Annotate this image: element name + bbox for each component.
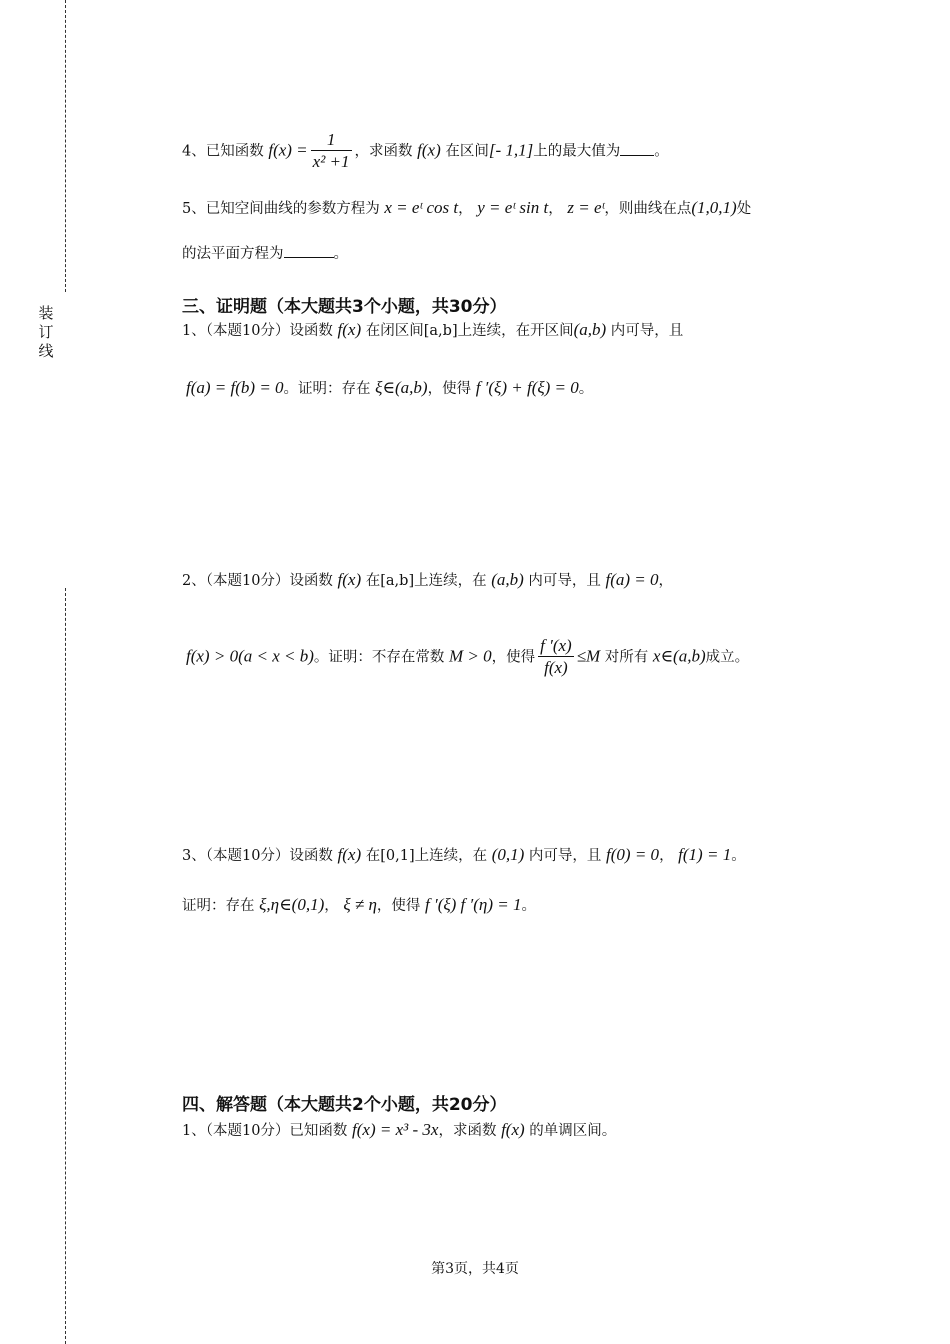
proof-question-3 [182, 843, 746, 868]
p2-interval: (a,b) [491, 570, 524, 589]
q4-function: f(x) [417, 140, 441, 160]
p2-domain: x∈(a,b) [652, 646, 706, 666]
binding-dashed-line-top [65, 0, 66, 292]
p1-text-end: 。 [578, 381, 594, 397]
p1-text: ，使得 [427, 381, 472, 397]
a1-equation: f(x) = x³ - 3x [352, 1120, 439, 1139]
p3-text: 证明：存在 [182, 898, 255, 914]
a1-text: ，求函数 [438, 1123, 497, 1139]
page-footer: 第3页，共4页 [431, 1261, 519, 1277]
q4-text-end: 。 [654, 143, 669, 160]
p2-constant: M > 0 [448, 646, 492, 666]
p3-condition-2: f(1) = 1 [678, 845, 732, 864]
fill-in-question-5-line-2 [182, 242, 348, 266]
p2-bound: ≤M [576, 646, 601, 666]
p3-separator: ， [659, 848, 674, 864]
a1-text: 的单调区间。 [529, 1123, 617, 1139]
q5-point: (1,0,1) [691, 198, 737, 217]
p2-function: f(x) [337, 570, 362, 589]
p2-condition: f(a) = 0 [605, 570, 659, 589]
q4-text: 在区间 [445, 143, 489, 160]
q5-text: ，则曲线在点 [604, 201, 692, 217]
p3-text-end: 。 [521, 898, 536, 914]
proof-question-3-line-2 [182, 893, 536, 918]
p2-text: 对所有 [604, 649, 649, 666]
p3-goal: f ′(ξ) f ′(η) = 1 [425, 895, 522, 914]
p3-text: 3、（本题10分）设函数 [182, 848, 333, 864]
p1-condition: f(a) = f(b) = 0 [186, 378, 284, 397]
p3-inequality: ξ ≠ η [343, 895, 377, 914]
p1-interval: (a,b) [573, 320, 607, 339]
p1-function: f(x) [337, 320, 362, 339]
fill-in-question-5 [182, 196, 751, 221]
p1-text: 1、（本题10分）设函数 [182, 323, 333, 339]
p1-xi: ξ∈(a,b) [375, 378, 428, 397]
p3-separator: ， [324, 898, 339, 914]
p2-text: 在[a,b]上连续，在 [365, 573, 487, 589]
binding-label: 装订线 [38, 304, 54, 360]
q5-separator: ， [458, 201, 473, 217]
q4-answer-blank[interactable] [620, 141, 654, 156]
p3-text: 内可导，且 [528, 848, 602, 864]
q4-fraction-denominator: x² +1 [312, 152, 350, 171]
q4-text: 上的最大值为 [533, 143, 621, 160]
q4-text: 4、已知函数 [182, 143, 264, 160]
p2-text: 2、（本题10分）设函数 [182, 573, 333, 589]
q4-text: ，求函数 [354, 143, 413, 160]
q5-equation-y: y = eᵗ sin t [477, 198, 549, 217]
p1-text: 。证明：存在 [283, 381, 371, 397]
p3-interval: (0,1) [491, 845, 525, 864]
q5-answer-blank[interactable] [284, 243, 334, 258]
a1-text: 1、（本题10分）已知函数 [182, 1123, 348, 1139]
p3-text-end: 。 [731, 848, 746, 864]
q5-text-end: 。 [333, 246, 348, 262]
p2-text: ，使得 [491, 649, 536, 666]
q4-fraction-numerator: 1 [311, 130, 352, 151]
binding-dashed-line-bottom [65, 588, 66, 1344]
p2-fraction-numerator: f ′(x) [540, 636, 572, 655]
proof-question-2 [182, 568, 673, 593]
p3-text: ，使得 [376, 898, 421, 914]
q5-text: 的法平面方程为 [182, 246, 284, 262]
p1-goal: f ′(ξ) + f(ξ) = 0 [475, 378, 579, 397]
q5-text: 处 [736, 201, 752, 217]
q4-interval: [- 1,1] [488, 140, 534, 160]
q5-equation-x: x = eᵗ cos t [384, 198, 459, 217]
p2-text: 。证明：不存在常数 [313, 649, 445, 666]
q5-text: 5、已知空间曲线的参数方程为 [182, 201, 380, 217]
a1-function: f(x) [501, 1120, 525, 1139]
p2-fraction-denominator: f(x) [544, 658, 568, 677]
q4-fraction [311, 130, 352, 173]
answer-section-heading: 四、解答题（本大题共2个小题，共20分） [182, 1095, 507, 1115]
p2-ratio-fraction [538, 636, 574, 679]
proof-question-1-line-2 [186, 376, 593, 401]
p2-positivity-condition: f(x) > 0(a < x < b) [186, 646, 314, 666]
proof-section-heading: 三、证明题（本大题共3个小题，共30分） [182, 297, 507, 317]
p1-text: 内可导，且 [610, 323, 684, 339]
p2-text: 内可导，且 [528, 573, 601, 589]
p3-function: f(x) [337, 845, 362, 864]
p3-condition-1: f(0) = 0 [606, 845, 660, 864]
q5-equation-z: z = eᵗ [567, 198, 605, 217]
q5-separator: ， [548, 201, 563, 217]
proof-question-2-line-2 [186, 636, 749, 679]
p1-text: 在闭区间[a,b]上连续，在开区间 [365, 323, 574, 339]
p2-text-end: ， [658, 573, 674, 589]
fill-in-question-4 [182, 130, 669, 173]
answer-question-1 [182, 1118, 616, 1143]
proof-question-1 [182, 318, 683, 343]
p3-points: ξ,η∈(0,1) [259, 895, 325, 914]
q4-function-lhs: f(x) = [268, 140, 308, 160]
p3-text: 在[0,1]上连续，在 [365, 848, 488, 864]
p2-text: 成立。 [705, 649, 750, 666]
